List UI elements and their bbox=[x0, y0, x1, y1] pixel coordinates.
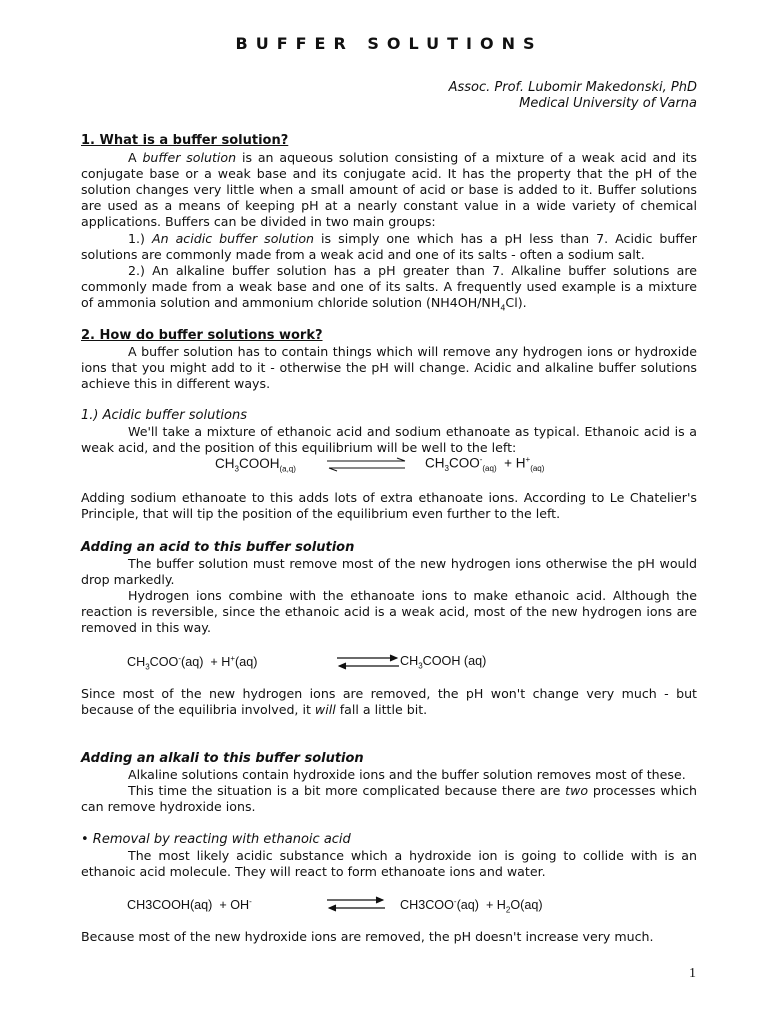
author-name: Assoc. Prof. Lubomir Makedonski, PhD bbox=[448, 80, 697, 95]
section-1-intro: A buffer solution is an aqueous solution consisting of a mixture of a weak acid and its conjugate base or a weak base and its conjugate acid. It has the property that the pH of the solution changes very little when a small amount of acid or base is added to it. Buffer solutions are used as a means of keeping pH at a nearly constant value in a wide variety of chemical applications. Buffers can be divided in two main groups: bbox=[81, 150, 697, 229]
equilibrium-arrow-icon bbox=[335, 652, 401, 672]
page-number: 1 bbox=[689, 966, 696, 981]
adding-acid-heading: Adding an acid to this buffer solution bbox=[81, 540, 355, 555]
le-chatelier-paragraph: Adding sodium ethanoate to this adds lots of extra ethanoate ions. According to Le Chatelier's Principle, that will tip the position of the equilibrium even further to the left. bbox=[81, 490, 697, 521]
equation-3-left: CH3COOH(aq) + OH- bbox=[127, 897, 252, 913]
author-affiliation: Medical University of Varna bbox=[519, 96, 697, 111]
adding-alkali-p4: Because most of the new hydroxide ions are removed, the pH doesn't increase very much. bbox=[81, 929, 654, 944]
acidic-buffer-item: 1.) An acidic buffer solution is simply one which has a pH less than 7. Acidic buffer solutions are commonly made from a weak acid and one of its salts - often a sodium salt. bbox=[81, 231, 697, 262]
acidic-buffer-heading: 1.) Acidic buffer solutions bbox=[81, 408, 248, 423]
equation-2-right: $CH_3COOH$ (aq) bbox=[400, 654, 487, 671]
equation-1-left: $CH_3COOH_{(a,q)}$ bbox=[215, 456, 296, 474]
alkaline-buffer-item: 2.) An alkaline buffer solution has a pH greater than 7. Alkaline buffer solutions are commonly made from a weak base and one of its salts. A frequently used example is a mixture of ammonia solution and ammonium chloride solution $(NH4OH/NH_4Cl)$. bbox=[81, 263, 697, 313]
section-1-heading: 1. What is a buffer solution? bbox=[81, 133, 289, 148]
section-2-heading: 2. How do buffer solutions work? bbox=[81, 328, 323, 343]
adding-acid-p2: Hydrogen ions combine with the ethanoate ions to make ethanoic acid. Although the reaction is reversible, since the ethanoic acid is a weak acid, most of the new hydrogen ions are removed in this way. bbox=[81, 588, 697, 635]
removal-bullet-heading: • Removal by reacting with ethanoic acid bbox=[81, 832, 351, 847]
adding-alkali-heading: Adding an alkali to this buffer solution bbox=[81, 751, 364, 766]
equation-3-right: $CH3COO^-(aq) + H_2O(aq)$ bbox=[400, 897, 543, 915]
equation-1-right: $CH_3COO^-_{(aq)} + H^+_{(aq)}$ bbox=[425, 455, 545, 474]
equilibrium-arrow-icon bbox=[325, 456, 409, 474]
page-title: BUFFER SOLUTIONS bbox=[235, 34, 543, 53]
acidic-buffer-text: We'll take a mixture of ethanoic acid and sodium ethanoate as typical. Ethanoic acid is a weak acid, and the position of this equilibrium will be well to the left: bbox=[81, 424, 697, 455]
equation-2-left: $CH_3COO^-(aq) + H^+(aq)$ bbox=[127, 654, 258, 672]
section-2-intro: A buffer solution has to contain things which will remove any hydrogen ions or hydroxide ions that you might add to it - otherwise the pH will change. Acidic and alkaline buffer solutions achieve this in different ways. bbox=[81, 344, 697, 391]
adding-alkali-p1: Alkaline solutions contain hydroxide ions and the buffer solution removes most of these. bbox=[128, 767, 686, 782]
adding-acid-p1: The buffer solution must remove most of the new hydrogen ions otherwise the pH would drop markedly. bbox=[81, 556, 697, 587]
adding-alkali-p2: This time the situation is a bit more complicated because there are two processes which can remove hydroxide ions. bbox=[81, 783, 697, 814]
adding-alkali-p3: The most likely acidic substance which a hydroxide ion is going to collide with is an ethanoic acid molecule. They will react to form ethanoate ions and water. bbox=[81, 848, 697, 879]
adding-acid-p3: Since most of the new hydrogen ions are removed, the pH won't change very much - but because of the equilibria involved, it will fall a little bit. bbox=[81, 686, 697, 717]
equilibrium-arrow-icon bbox=[325, 894, 387, 914]
